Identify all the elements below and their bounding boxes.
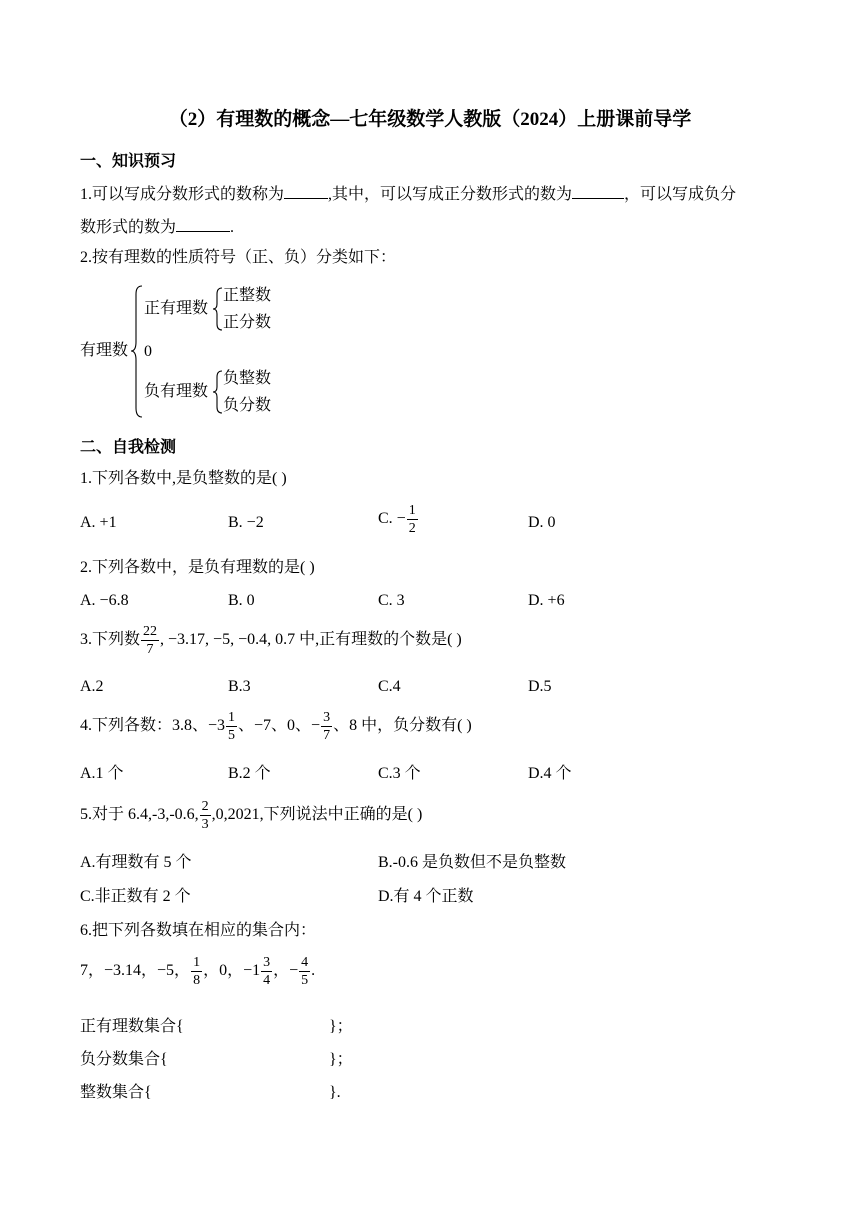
fraction-denominator: 8 <box>193 973 201 988</box>
question-1-line-2 <box>80 214 234 239</box>
option-a[interactable]: A.2 <box>80 678 104 695</box>
option-b[interactable]: B. 0 <box>228 592 255 609</box>
q4-text-3: 、8 中，负分数有( ) <box>333 717 472 735</box>
q5-text-2: ,0,2021,下列说法中正确的是( ) <box>211 806 423 824</box>
question-2-text: 2.按有理数的性质符号（正、负）分类如下： <box>80 249 397 266</box>
set-negative-fraction-close: }； <box>329 1051 353 1068</box>
option-a[interactable]: A.1 个 <box>80 765 124 782</box>
question-3-stem <box>80 623 462 658</box>
fraction <box>141 623 159 658</box>
question-4-stem <box>80 709 472 744</box>
fraction-denominator: 7 <box>146 642 154 657</box>
fraction-denominator: 3 <box>201 817 209 832</box>
option-b[interactable]: B.2 个 <box>228 765 271 782</box>
fraction <box>200 798 211 833</box>
tree-negative-fraction: 负分数 <box>223 397 272 414</box>
fraction <box>226 709 237 744</box>
question-6-stem: 6.把下列各数填在相应的集合内： <box>80 922 317 939</box>
q1-text-4: 数形式的数为 <box>80 219 177 236</box>
q5-text-1: 5.对于 6.4,-3,-0.6, <box>80 806 199 824</box>
q3-prefix: 3.下列数 <box>80 631 141 649</box>
set-integer-close: }. <box>329 1084 341 1101</box>
option-d[interactable]: D.4 个 <box>528 765 572 782</box>
tree-zero: 0 <box>144 343 152 360</box>
q6-numbers-end: . <box>311 962 316 980</box>
tree-negative-integer: 负整数 <box>223 370 272 387</box>
q6-numbers-1: 7，−3.14，−5， <box>80 962 191 980</box>
option-b[interactable]: B. −2 <box>228 514 264 531</box>
option-c[interactable] <box>378 502 419 537</box>
set-integer-label: 整数集合{ <box>80 1084 152 1101</box>
question-5-stem <box>80 798 422 833</box>
answer-blank[interactable] <box>284 181 328 199</box>
fraction-numerator: 1 <box>193 955 201 970</box>
fraction-denominator: 2 <box>408 521 416 536</box>
question-2-stem: 2.下列各数中，是负有理数的是( ) <box>80 559 315 576</box>
fraction-numerator: 1 <box>408 503 416 518</box>
q1-end: . <box>230 219 235 236</box>
option-d[interactable]: D.5 <box>528 678 552 695</box>
tree-negative: 负有理数 <box>144 383 209 400</box>
fraction-denominator: 7 <box>323 728 331 743</box>
answer-blank[interactable] <box>572 181 624 199</box>
fraction-numerator: 2 <box>201 799 209 814</box>
q6-numbers-2: ，0，−1 <box>203 962 261 980</box>
option-c[interactable]: C.3 个 <box>378 765 421 782</box>
q1-text-3: ，可以写成负分 <box>624 186 737 203</box>
option-a[interactable]: A.有理数有 5 个 <box>80 854 192 871</box>
page-title: （2）有理数的概念—七年级数学人教版（2024）上册课前导学 <box>168 109 692 130</box>
q1-text-2: ,其中，可以写成正分数形式的数为 <box>328 186 573 203</box>
option-a[interactable]: A. +1 <box>80 514 117 531</box>
tree-positive-integer: 正整数 <box>223 287 272 304</box>
fraction <box>261 954 272 989</box>
fraction-numerator: 1 <box>228 710 236 725</box>
set-positive-rational-label: 正有理数集合{ <box>80 1018 184 1035</box>
fraction-numerator: 22 <box>143 624 158 639</box>
option-d[interactable]: D. 0 <box>528 514 556 531</box>
fraction <box>407 502 418 537</box>
set-negative-fraction-label: 负分数集合{ <box>80 1051 168 1068</box>
tree-positive: 正有理数 <box>144 300 209 317</box>
fraction <box>191 954 202 989</box>
fraction <box>321 709 332 744</box>
q4-text-1: 4.下列各数：3.8、−3 <box>80 717 226 735</box>
q3-suffix: , −3.17, −5, −0.4, 0.7 中,正有理数的个数是( ) <box>160 631 462 649</box>
fraction-numerator: 3 <box>263 955 271 970</box>
fraction-numerator: 4 <box>301 955 309 970</box>
tree-root: 有理数 <box>80 342 129 359</box>
option-c[interactable]: C.非正数有 2 个 <box>80 888 191 905</box>
option-d[interactable]: D.有 4 个正数 <box>378 888 474 905</box>
question-1-stem: 1.下列各数中,是负整数的是( ) <box>80 470 287 487</box>
fraction-numerator: 3 <box>323 710 331 725</box>
option-d[interactable]: D. +6 <box>528 592 565 609</box>
q6-numbers-3: ，− <box>273 962 299 980</box>
left-brace-icon <box>130 284 144 420</box>
option-b[interactable]: B.-0.6 是负数但不是负整数 <box>378 854 567 871</box>
fraction-denominator: 5 <box>228 728 236 743</box>
fraction-denominator: 4 <box>263 973 271 988</box>
q4-text-2: 、−7、0、− <box>238 717 321 735</box>
option-c[interactable]: C. 3 <box>378 592 405 609</box>
q1-text-1: 1.可以写成分数形式的数称为 <box>80 186 285 203</box>
tree-positive-fraction: 正分数 <box>223 314 272 331</box>
option-c-prefix: C. − <box>378 510 406 528</box>
fraction <box>299 954 310 989</box>
set-positive-rational-close: }； <box>329 1018 353 1035</box>
section-heading-self-test: 二、自我检测 <box>80 439 177 456</box>
option-b[interactable]: B.3 <box>228 678 251 695</box>
option-a[interactable]: A. −6.8 <box>80 592 129 609</box>
question-6-numbers <box>80 954 315 989</box>
option-c[interactable]: C.4 <box>378 678 401 695</box>
question-1-line-1 <box>80 181 736 206</box>
section-heading-preview: 一、知识预习 <box>80 153 177 170</box>
fraction-denominator: 5 <box>301 973 309 988</box>
answer-blank[interactable] <box>176 214 230 232</box>
